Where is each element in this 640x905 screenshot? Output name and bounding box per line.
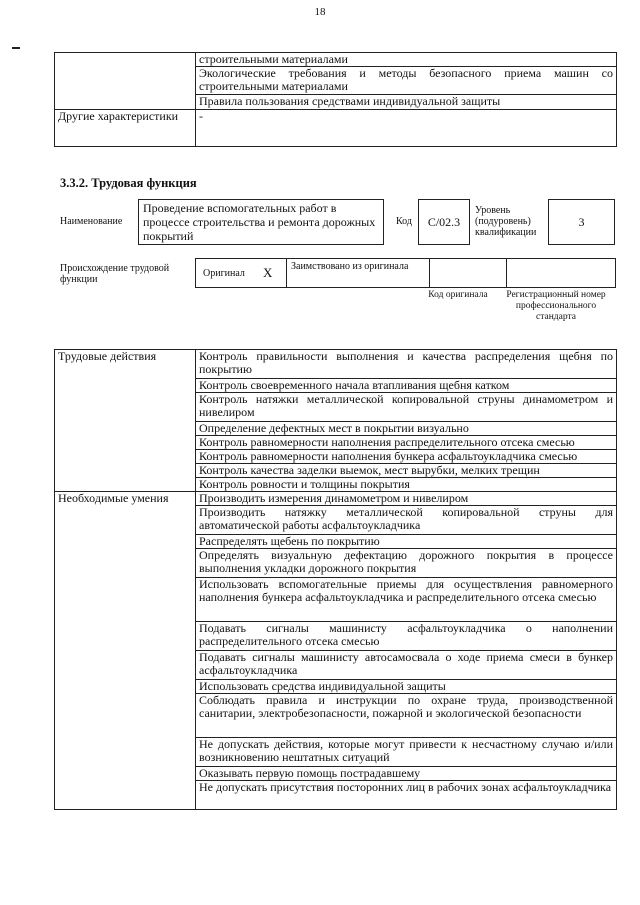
top-table-item: Экологические требования и методы безопасного приема машин со строительными материалами xyxy=(196,67,617,95)
main-table xyxy=(54,349,617,810)
level-label: Уровень (подуровень) квалификации xyxy=(475,205,537,238)
original-mark: Х xyxy=(263,265,273,280)
action-item: Контроль качества заделки выемок, мест вырубки, мелких трещин xyxy=(196,464,617,478)
top-table-empty-label xyxy=(55,53,196,110)
borrowed-label: Заимствовано из оригинала xyxy=(287,259,430,287)
action-item: Контроль равномерности наполнения распределительного отсека смесью xyxy=(196,436,617,450)
margin-mark xyxy=(12,47,20,49)
action-item: Контроль ровности и толщины покрытия xyxy=(196,478,617,492)
original-cell xyxy=(196,259,287,287)
registration-number-cell xyxy=(507,259,615,287)
function-name: Проведение вспомогательных работ в процессе строительства и ремонта дорожных покрытий xyxy=(138,199,384,245)
section-title: 3.3.2. Трудовая функция xyxy=(60,176,197,190)
origin-grid xyxy=(195,258,616,288)
other-characteristics-label: Другие характеристики xyxy=(55,110,196,147)
top-table-item: строительными материалами xyxy=(196,53,617,67)
top-table-item: Правила пользования средствами индивидуальной защиты xyxy=(196,95,617,110)
top-table xyxy=(54,52,617,147)
skill-item: Подавать сигналы машинисту автосамосвала о ходе приема смеси в бункер асфальтоукладчика xyxy=(196,651,617,680)
code-label: Код xyxy=(396,216,412,227)
skill-item: Производить измерения динамометром и нивелиром xyxy=(196,492,617,506)
skill-item: Подавать сигналы машинисту асфальтоукладчика о наполнении распределительного отсека смесью xyxy=(196,622,617,651)
skill-item: Соблюдать правила и инструкции по охране труда, производственной санитарии, электробезопасности, пожарной и экологической безопасности xyxy=(196,694,617,738)
name-label: Наименование xyxy=(60,216,123,227)
code-caption: Код оригинала xyxy=(428,290,488,300)
action-item: Определение дефектных мест в покрытии визуально xyxy=(196,422,617,436)
skill-item: Производить натяжку металлической копировальной струны для автоматической работы асфальтоукладчика xyxy=(196,506,617,535)
skill-item: Определять визуальную дефектацию дорожного покрытия в процессе выполнения укладки дорожного покрытия xyxy=(196,549,617,578)
registration-caption: Регистрационный номер профессионального стандарта xyxy=(506,290,606,322)
original-label: Оригинал xyxy=(203,268,245,279)
skill-item: Распределять щебень по покрытию xyxy=(196,535,617,549)
action-item: Контроль своевременного начала втапливания щебня катком xyxy=(196,379,617,393)
level-value: 3 xyxy=(548,199,615,245)
action-item: Контроль правильности выполнения и качества распределения щебня по покрытию xyxy=(196,350,617,379)
origin-label: Происхождение трудовой функции xyxy=(60,263,170,285)
skill-item: Не допускать действия, которые могут привести к несчастному случаю и/или возникновению нештатных ситуаций xyxy=(196,738,617,767)
function-code: С/02.3 xyxy=(418,199,470,245)
skill-item: Использовать средства индивидуальной защиты xyxy=(196,680,617,694)
action-item: Контроль натяжки металлической копировальной струны динамометром и нивелиром xyxy=(196,393,617,422)
other-characteristics-value: - xyxy=(196,110,617,147)
skills-label: Необходимые умения xyxy=(55,492,196,810)
skill-item: Не допускать присутствия посторонних лиц в рабочих зонах асфальтоукладчика xyxy=(196,781,617,810)
skill-item: Оказывать первую помощь пострадавшему xyxy=(196,767,617,781)
original-code-cell xyxy=(430,259,507,287)
action-item: Контроль равномерности наполнения бункера асфальтоукладчика смесью xyxy=(196,450,617,464)
skill-item: Использовать вспомогательные приемы для осуществления равномерного наполнения бункера асфальтоукладчика и распределительного отсека смесью xyxy=(196,578,617,622)
page-number: 18 xyxy=(314,6,326,18)
actions-label: Трудовые действия xyxy=(55,350,196,492)
